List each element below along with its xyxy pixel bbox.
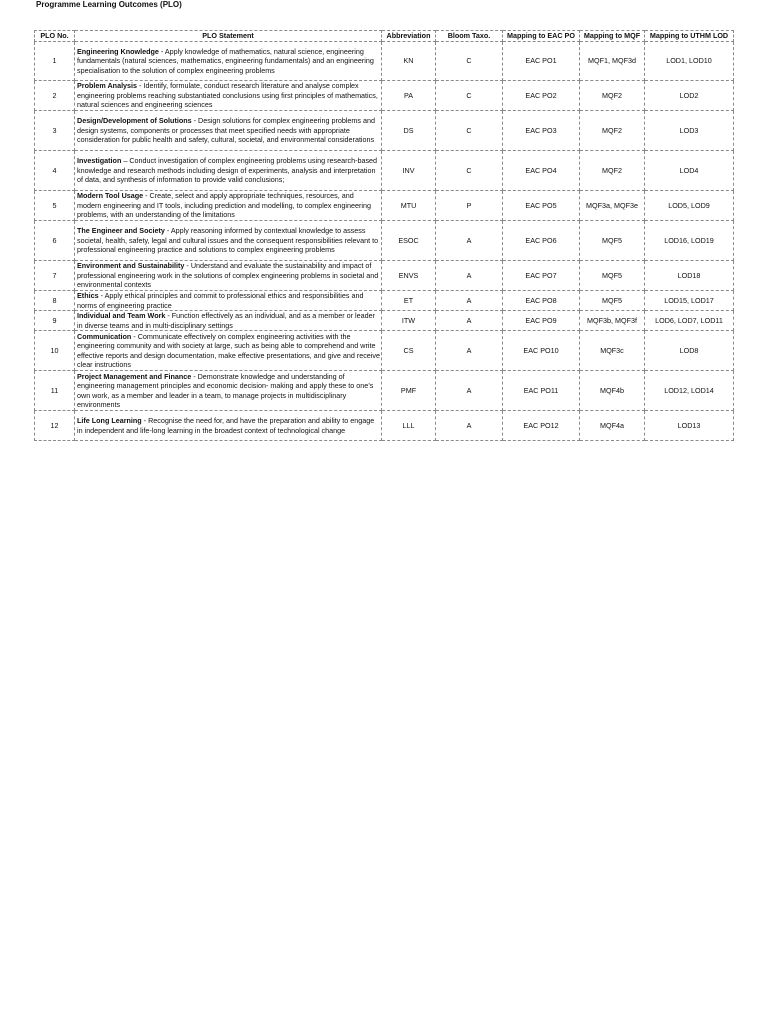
plo-eac: EAC PO12: [503, 411, 580, 441]
plo-statement-text: – Conduct investigation of complex engineering problems using research-based knowledge and research methods including design of experiments, analysis and interpretation of data, and synthesis of information to provide valid conclusions;: [77, 156, 378, 185]
plo-mqf: MQF1, MQF3d: [580, 42, 645, 81]
plo-number: 6: [35, 221, 75, 261]
plo-mqf: MQF5: [580, 221, 645, 261]
header-row: [35, 31, 734, 42]
plo-mqf: MQF3b, MQF3f: [580, 311, 645, 331]
plo-abbreviation: MTU: [382, 191, 436, 221]
table-row: [35, 111, 734, 151]
plo-statement-text: - Identify, formulate, conduct research literature and analyse complex engineering problems reaching substantiated conclusions using first principles of mathematics, natural sciences and engineering sciences: [77, 81, 378, 110]
plo-mqf: MQF2: [580, 151, 645, 191]
plo-lod: LOD8: [645, 331, 734, 371]
plo-statement-title: Problem Analysis: [77, 81, 138, 91]
plo-bloom: A: [436, 261, 503, 291]
plo-statement-text: - Create, select and apply appropriate techniques, resources, and modern engineering and IT tools, including prediction and modelling, to complex engineering problems, with an understanding of the limitations: [77, 191, 371, 220]
header-mapping-mqf: Mapping to MQF: [580, 31, 645, 42]
plo-statement-text: - Understand and evaluate the sustainability and impact of professional engineering work in the solutions of complex engineering problems in societal and environmental contexts: [77, 261, 379, 290]
plo-abbreviation: DS: [382, 111, 436, 151]
table-row: [35, 311, 734, 331]
plo-statement-text: - Recognise the need for, and have the preparation and ability to engage in independent and life-long learning in the broadest context of technological change: [77, 416, 375, 435]
table-row: [35, 81, 734, 111]
plo-abbreviation: PA: [382, 81, 436, 111]
header-plo-statement: PLO Statement: [75, 31, 382, 42]
plo-statement-text: - Design solutions for complex engineering problems and design systems, components or processes that meet specified needs with appropriate consideration for public health and safety, cultural, societal, and environmental considerations: [77, 116, 376, 145]
table-row: [35, 261, 734, 291]
plo-abbreviation: CS: [382, 331, 436, 371]
plo-eac: EAC PO9: [503, 311, 580, 331]
plo-eac: EAC PO7: [503, 261, 580, 291]
plo-mqf: MQF5: [580, 291, 645, 311]
plo-statement: [75, 371, 382, 411]
plo-statement-title: Project Management and Finance: [77, 371, 192, 381]
plo-mqf: MQF4b: [580, 371, 645, 411]
plo-number: 2: [35, 81, 75, 111]
plo-eac: EAC PO1: [503, 42, 580, 81]
plo-mqf: MQF2: [580, 111, 645, 151]
plo-lod: LOD15, LOD17: [645, 291, 734, 311]
plo-statement-text: - Function effectively as an individual, and as a member or leader in diverse teams and in multi-disciplinary settings: [77, 311, 376, 330]
plo-statement-title: Design/Development of Solutions: [77, 116, 192, 126]
plo-abbreviation: ENVS: [382, 261, 436, 291]
plo-abbreviation: INV: [382, 151, 436, 191]
plo-number: 3: [35, 111, 75, 151]
plo-lod: LOD4: [645, 151, 734, 191]
plo-lod: LOD6, LOD7, LOD11: [645, 311, 734, 331]
plo-statement-title: Modern Tool Usage: [77, 191, 144, 201]
plo-statement: [75, 261, 382, 291]
plo-number: 10: [35, 331, 75, 371]
table-row: [35, 151, 734, 191]
plo-number: 7: [35, 261, 75, 291]
table-row: [35, 191, 734, 221]
plo-statement: [75, 191, 382, 221]
plo-number: 9: [35, 311, 75, 331]
plo-eac: EAC PO11: [503, 371, 580, 411]
plo-lod: LOD2: [645, 81, 734, 111]
table-row: [35, 42, 734, 81]
plo-number: 11: [35, 371, 75, 411]
page-title: Programme Learning Outcomes (PLO): [36, 0, 182, 9]
plo-eac: EAC PO6: [503, 221, 580, 261]
plo-abbreviation: ESOC: [382, 221, 436, 261]
plo-mqf: MQF4a: [580, 411, 645, 441]
plo-mqf: MQF3a, MQF3e: [580, 191, 645, 221]
plo-statement: [75, 291, 382, 311]
plo-bloom: C: [436, 81, 503, 111]
plo-lod: LOD12, LOD14: [645, 371, 734, 411]
plo-lod: LOD13: [645, 411, 734, 441]
plo-number: 8: [35, 291, 75, 311]
plo-eac: EAC PO5: [503, 191, 580, 221]
plo-bloom: C: [436, 111, 503, 151]
plo-statement: [75, 221, 382, 261]
plo-mqf: MQF2: [580, 81, 645, 111]
table-row: [35, 221, 734, 261]
header-bloom-taxo: Bloom Taxo.: [436, 31, 503, 42]
plo-number: 1: [35, 42, 75, 81]
plo-mqf: MQF3c: [580, 331, 645, 371]
plo-statement: [75, 81, 382, 111]
plo-statement: [75, 42, 382, 81]
plo-abbreviation: ET: [382, 291, 436, 311]
plo-statement: [75, 411, 382, 441]
table-row: [35, 331, 734, 371]
plo-statement-title: Individual and Team Work: [77, 311, 166, 321]
plo-abbreviation: PMF: [382, 371, 436, 411]
plo-bloom: A: [436, 371, 503, 411]
table-row: [35, 291, 734, 311]
plo-bloom: C: [436, 151, 503, 191]
plo-number: 12: [35, 411, 75, 441]
plo-number: 5: [35, 191, 75, 221]
plo-statement-text: - Apply reasoning informed by contextual knowledge to assess societal, health, safety, legal and cultural issues and the consequent responsibilities relevant to professional engineering practice and solutions to complex engineering problems: [77, 226, 379, 255]
plo-bloom: A: [436, 221, 503, 261]
plo-eac: EAC PO2: [503, 81, 580, 111]
plo-statement-text: - Communicate effectively on complex engineering activities with the engineering community and with society at large, such as being able to comprehend and write effective reports and design documentation, make effective presentations, and give and receive clear instructions: [77, 331, 380, 370]
table-row: [35, 371, 734, 411]
plo-bloom: A: [436, 411, 503, 441]
plo-eac: EAC PO8: [503, 291, 580, 311]
plo-statement-title: Ethics: [77, 291, 99, 300]
plo-statement-text: - Apply ethical principles and commit to professional ethics and responsibilities and norms of engineering practice: [77, 291, 364, 310]
plo-bloom: P: [436, 191, 503, 221]
plo-eac: EAC PO4: [503, 151, 580, 191]
plo-statement-text: - Apply knowledge of mathematics, natural science, engineering fundamentals (natural sciences, mathematics, engineering fundamentals) and an engineering specialisation to the solution of complex engineering problems: [77, 46, 374, 75]
plo-table: [34, 30, 734, 441]
plo-bloom: A: [436, 311, 503, 331]
plo-lod: LOD5, LOD9: [645, 191, 734, 221]
plo-lod: LOD18: [645, 261, 734, 291]
plo-bloom: A: [436, 331, 503, 371]
header-abbreviation: Abbreviation: [382, 31, 436, 42]
plo-statement-title: Communication: [77, 331, 132, 341]
plo-bloom: C: [436, 42, 503, 81]
plo-abbreviation: ITW: [382, 311, 436, 331]
plo-lod: LOD16, LOD19: [645, 221, 734, 261]
plo-lod: LOD1, LOD10: [645, 42, 734, 81]
plo-mqf: MQF5: [580, 261, 645, 291]
plo-statement-title: The Engineer and Society: [77, 226, 165, 236]
plo-abbreviation: KN: [382, 42, 436, 81]
plo-statement-text: - Demonstrate knowledge and understanding of engineering management principles and economic decision- making and apply these to one’s own work, as a member and leader in a team, to manage projects in multidisciplinary environments: [77, 371, 374, 410]
plo-statement: [75, 311, 382, 331]
plo-statement: [75, 151, 382, 191]
plo-number: 4: [35, 151, 75, 191]
plo-lod: LOD3: [645, 111, 734, 151]
table-row: [35, 411, 734, 441]
plo-statement: [75, 331, 382, 371]
header-mapping-lod: Mapping to UTHM LOD: [645, 31, 734, 42]
plo-statement-title: Environment and Sustainability: [77, 261, 185, 271]
plo-statement-title: Engineering Knowledge: [77, 46, 159, 56]
plo-abbreviation: LLL: [382, 411, 436, 441]
header-mapping-eac: Mapping to EAC PO: [503, 31, 580, 42]
plo-eac: EAC PO3: [503, 111, 580, 151]
plo-statement-title: Life Long Learning: [77, 416, 142, 426]
plo-statement-title: Investigation: [77, 156, 122, 166]
plo-eac: EAC PO10: [503, 331, 580, 371]
header-plo-no: PLO No.: [35, 31, 75, 42]
plo-statement: [75, 111, 382, 151]
plo-bloom: A: [436, 291, 503, 311]
